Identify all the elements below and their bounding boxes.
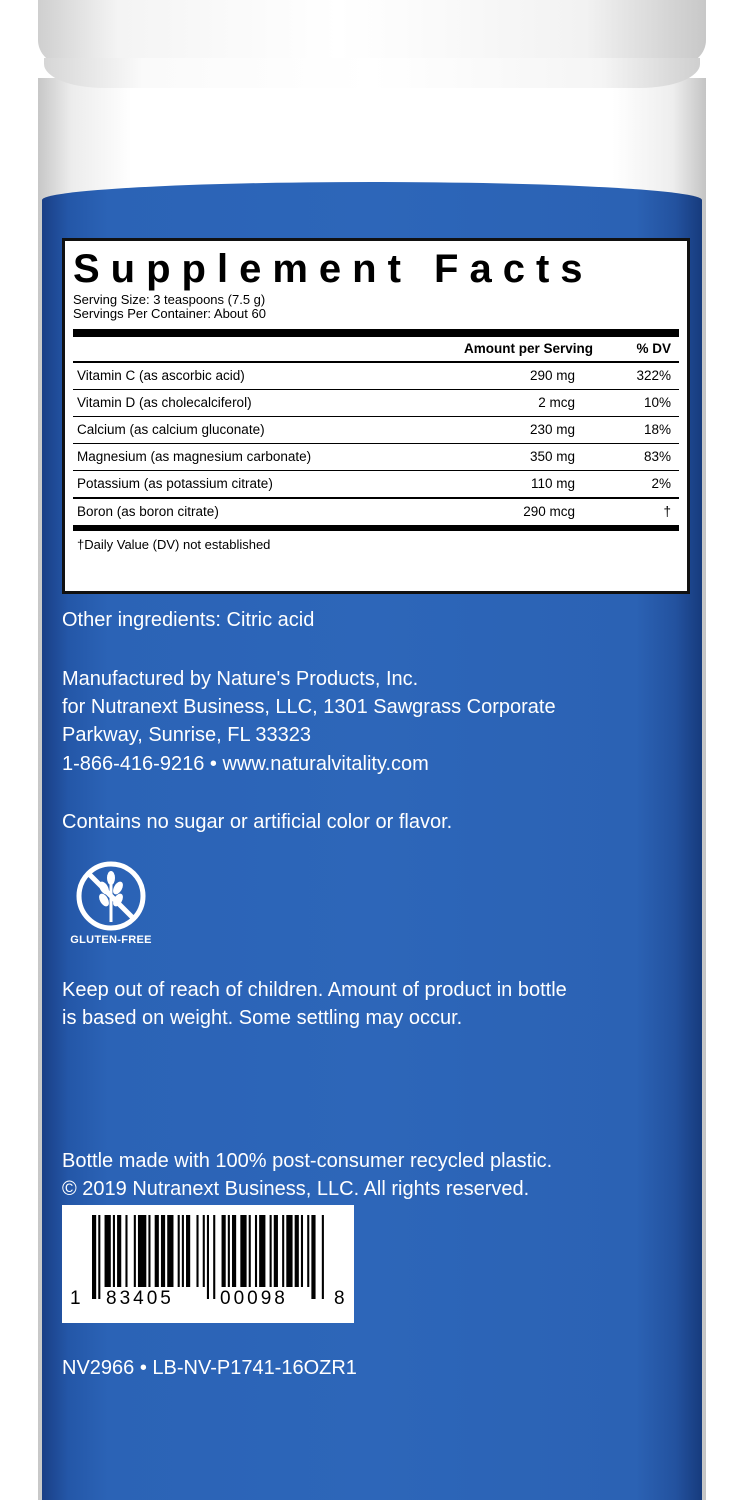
barcode-digits-left: 83405 (106, 1288, 174, 1309)
gluten-free-icon (64, 858, 158, 934)
column-dv-header: % DV (636, 341, 671, 356)
barcode-bar (311, 1215, 315, 1299)
barcode-bar (222, 1215, 226, 1287)
nutrient-name: Boron (as boron citrate) (77, 504, 219, 519)
nutrient-amount: 110 mg (530, 476, 575, 491)
jar-lid-rim (44, 58, 700, 88)
warning-line-1: Keep out of reach of children. Amount of product in bottle (62, 979, 567, 1001)
nutrient-amount: 230 mg (529, 422, 575, 437)
nutrient-row (73, 363, 679, 389)
gluten-free-badge (64, 858, 158, 958)
nutrient-dv: 322% (636, 368, 671, 383)
column-amount-header: Amount per Serving (463, 341, 593, 356)
barcode-bar (148, 1215, 150, 1287)
barcode-bar (322, 1215, 324, 1299)
barcode-bar (295, 1215, 299, 1287)
nutrient-name: Vitamin C (as ascorbic acid) (77, 368, 245, 383)
barcode-bar (113, 1215, 115, 1287)
nutrient-name: Calcium (as calcium gluconate) (77, 422, 265, 437)
barcode-bar (167, 1215, 173, 1287)
servings-per-container: Servings Per Container: About 60 (73, 306, 266, 321)
facts-header-row (73, 337, 679, 361)
barcode-bar (98, 1215, 100, 1299)
barcode-bar (228, 1215, 230, 1287)
manufacturer-line-3: Parkway, Sunrise, FL 33323 (62, 724, 312, 746)
divider-thick (73, 329, 679, 337)
barcode-digit-last: 8 (334, 1288, 345, 1309)
barcode-bar (134, 1215, 136, 1287)
nutrient-row (73, 499, 679, 525)
barcode-bar (286, 1215, 292, 1287)
barcode-bar (196, 1215, 198, 1287)
barcode-bar (186, 1215, 190, 1287)
serving-size: Serving Size: 3 teaspoons (7.5 g) (73, 292, 266, 307)
barcode-bar (92, 1215, 96, 1299)
supplement-facts-panel (62, 238, 690, 594)
barcode-bar (259, 1215, 265, 1287)
lot-code: NV2966 • LB-NV-P1741-16OZR1 (62, 1357, 357, 1379)
barcode-bar (203, 1215, 205, 1287)
barcode-bar (161, 1215, 165, 1287)
barcode-bar (270, 1215, 272, 1287)
manufacturer-contact: 1-866-416-9216 • www.naturalvitality.com (62, 753, 429, 775)
nutrient-amount: 290 mg (529, 368, 575, 383)
barcode-bar (105, 1215, 111, 1287)
barcode-bar (178, 1215, 180, 1287)
nutrient-name: Vitamin D (as cholecalciferol) (77, 395, 252, 410)
barcode-bar (240, 1215, 246, 1287)
barcode-bar (117, 1215, 121, 1287)
barcode-bar (282, 1215, 284, 1287)
barcode (62, 1205, 354, 1323)
supplement-facts-title: Supplement Facts (73, 247, 594, 291)
contains-no-statement: Contains no sugar or artificial color or flavor. (62, 811, 453, 833)
barcode-bar (155, 1215, 159, 1287)
warning-line-2: is based on weight. Some settling may occur. (62, 1007, 463, 1029)
barcode-bar (301, 1215, 303, 1287)
manufacturer-line-2: for Nutranext Business, LLC, 1301 Sawgrass Corporate (62, 696, 556, 718)
nutrient-dv: † (663, 504, 671, 519)
copyright-notice: © 2019 Nutranext Business, LLC. All rights reserved. (62, 1178, 530, 1200)
barcode-bar (213, 1215, 215, 1299)
recycling-statement: Bottle made with 100% post-consumer recycled plastic. (62, 1150, 553, 1172)
nutrient-name: Magnesium (as magnesium carbonate) (77, 449, 312, 464)
other-ingredients: Other ingredients: Citric acid (62, 609, 315, 631)
barcode-digit-first: 1 (70, 1288, 81, 1309)
barcode-bar (249, 1215, 251, 1287)
barcode-bar (307, 1215, 309, 1287)
barcode-bar (232, 1215, 236, 1287)
barcode-bar (182, 1215, 184, 1287)
nutrient-dv: 18% (643, 422, 671, 437)
barcode-bars (92, 1215, 326, 1299)
barcode-bar (207, 1215, 209, 1299)
jar-lid (38, 0, 706, 64)
nutrient-amount: 2 mcg (538, 395, 575, 410)
barcode-bar (125, 1215, 127, 1287)
nutrient-dv: 83% (643, 449, 671, 464)
barcode-bar (255, 1215, 257, 1287)
barcode-bar (138, 1215, 146, 1287)
nutrient-dv: 10% (643, 395, 671, 410)
nutrient-row (73, 417, 679, 443)
nutrient-amount: 290 mcg (523, 504, 575, 519)
nutrient-row (73, 444, 679, 470)
manufacturer-line-1: Manufactured by Nature's Products, Inc. (62, 668, 419, 690)
barcode-digits-right: 00098 (220, 1288, 288, 1309)
nutrient-row (73, 471, 679, 497)
nutrient-amount: 350 mg (529, 449, 575, 464)
daily-value-footnote: †Daily Value (DV) not established (77, 537, 271, 552)
gluten-free-label: GLUTEN-FREE (70, 934, 152, 946)
barcode-bar (274, 1215, 278, 1287)
nutrient-dv: 2% (651, 476, 671, 491)
nutrient-name: Potassium (as potassium citrate) (77, 476, 273, 491)
nutrient-row (73, 390, 679, 416)
